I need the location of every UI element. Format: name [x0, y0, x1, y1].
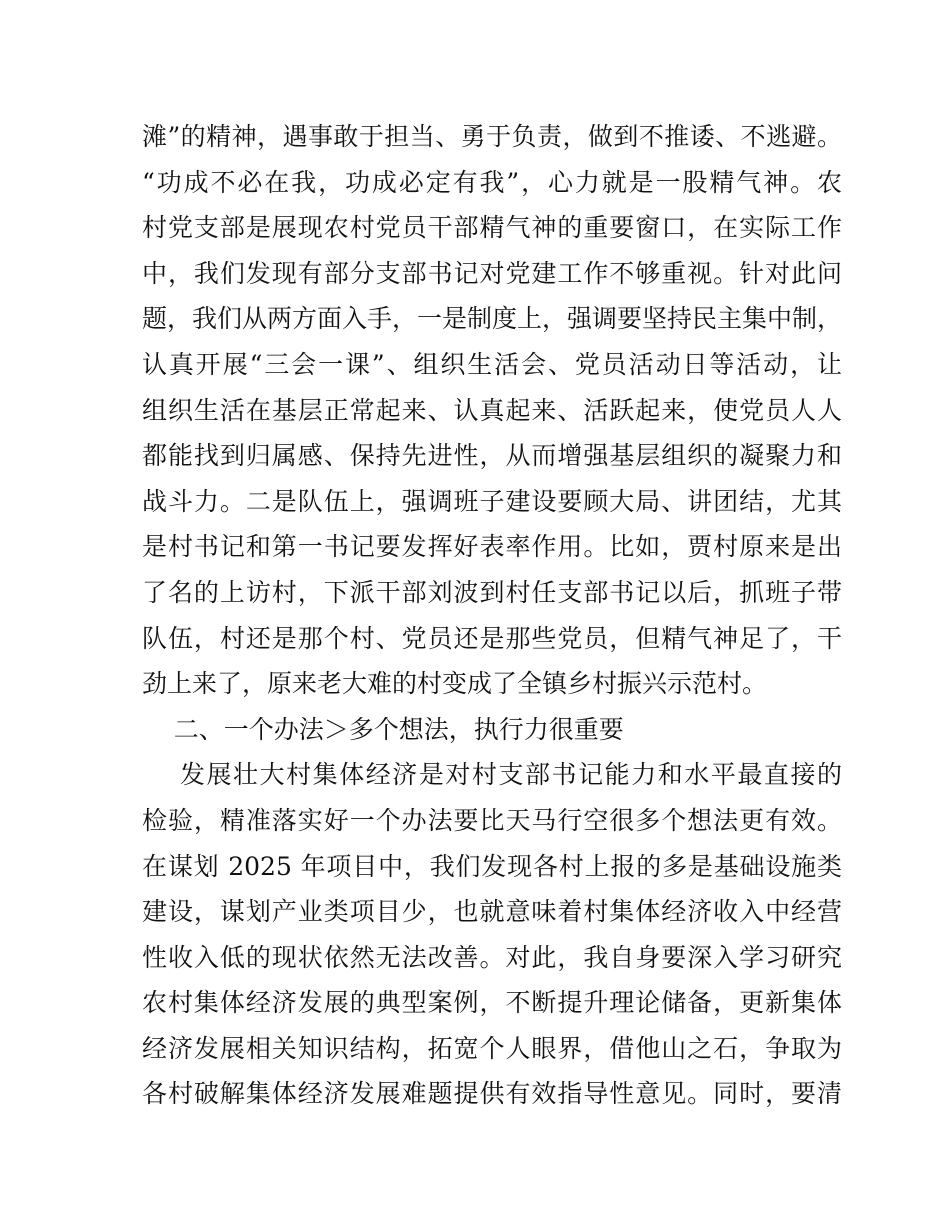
body-text	[142, 114, 842, 1117]
text-line: 组织生活在基层正常起来、认真起来、活跃起来，使党员人人	[142, 395, 842, 425]
text-line: 是村书记和第一书记要发挥好表率作用。比如，贾村原来是出	[142, 532, 842, 562]
text-line: 农村集体经济发展的典型案例，不断提升理论储备，更新集体	[142, 988, 842, 1018]
text-line: 滩”的精神，遇事敢于担当、勇于负责，做到不推诿、不逃避。	[142, 122, 842, 151]
section-heading: 二、一个办法＞多个想法，执行力很重要	[142, 714, 624, 744]
text-line: 性收入低的现状依然无法改善。对此，我自身要深入学习研究	[142, 942, 842, 972]
text-line: 队伍，村还是那个村、党员还是那些党员，但精气神足了，干	[142, 623, 842, 653]
text-line: 村党支部是展现农村党员干部精气神的重要窗口，在实际工作	[142, 213, 842, 243]
text-line: 经济发展相关知识结构，拓宽个人眼界，借他山之石，争取为	[142, 1033, 842, 1063]
text-line: 发展壮大村集体经济是对村支部书记能力和水平最直接的	[142, 760, 842, 790]
text-line: 题，我们从两方面入手，一是制度上，强调要坚持民主集中制，	[142, 304, 842, 334]
paragraph-end-line: 劲上来了，原来老大难的村变成了全镇乡村振兴示范村。	[142, 669, 768, 699]
text-line: 各村破解集体经济发展难题提供有效指导性意见。同时，要清	[142, 1079, 842, 1109]
text-line: 检验，精准落实好一个办法要比天马行空很多个想法更有效。	[142, 805, 842, 835]
text-line: 都能找到归属感、保持先进性，从而增强基层组织的凝聚力和	[142, 441, 842, 471]
text-line: 建设，谋划产业类项目少，也就意味着村集体经济收入中经营	[142, 897, 842, 927]
text-line: 中，我们发现有部分支部书记对党建工作不够重视。针对此问	[142, 258, 842, 288]
text-line: 认真开展“三会一课”、组织生活会、党员活动日等活动，让	[142, 349, 842, 379]
text-line: 在谋划 2025 年项目中，我们发现各村上报的多是基础设施类	[142, 851, 842, 881]
text-line: “功成不必在我，功成必定有我”，心力就是一股精气神。农	[142, 167, 842, 197]
text-line: 了名的上访村，下派干部刘波到村任支部书记以后，抓班子带	[142, 577, 842, 607]
text-line: 战斗力。二是队伍上，强调班子建设要顾大局、讲团结，尤其	[142, 486, 842, 516]
